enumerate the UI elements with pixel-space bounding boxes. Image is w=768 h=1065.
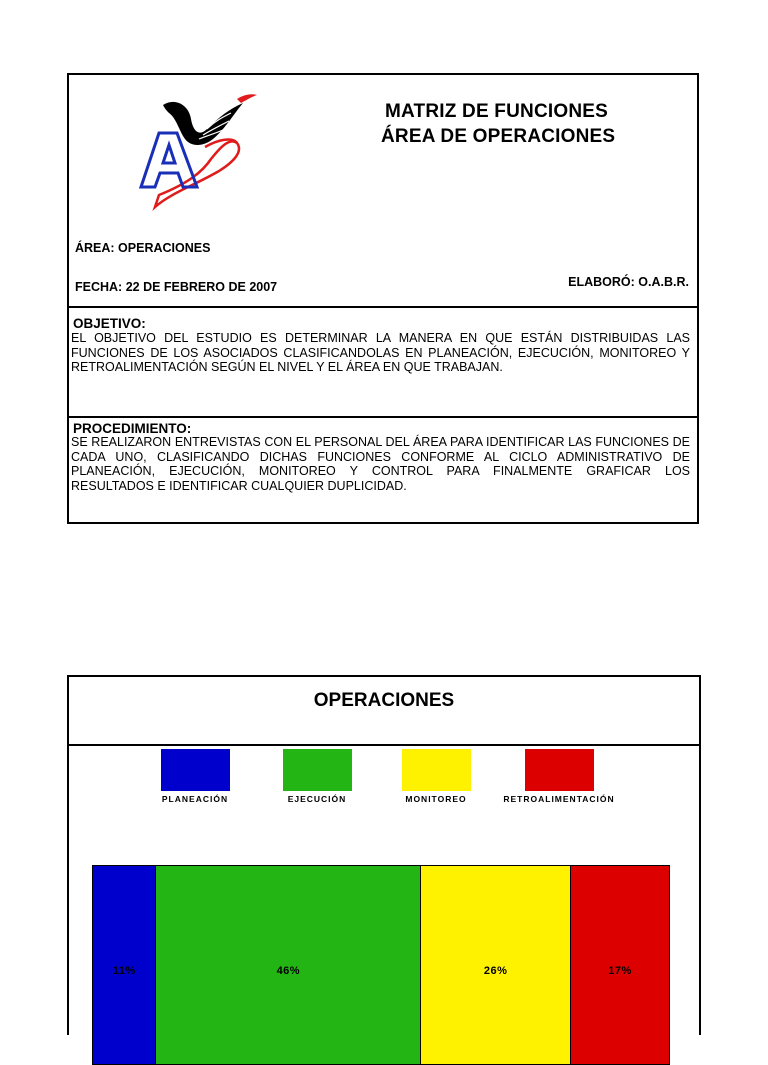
chart-title: OPERACIONES xyxy=(313,690,455,711)
author-field: ELABORÓ: O.A.B.R. xyxy=(568,275,689,289)
chart-title-row xyxy=(69,677,699,746)
bar-segment xyxy=(156,866,421,1064)
objective-text: EL OBJETIVO DEL ESTUDIO ES DETERMINAR LA MANERA EN QUE ESTÁN DISTRIBUIDAS LAS FUNCIONES DE LOS ASOCIADOS CLASIFICANDOLAS EN PLANEACIÓN, EJECUCIÓN, MONITOREO Y RETROALIMENTACIÓN SEGÚN EL NIVEL Y EL ÁREA EN QUE TRABAJAN. xyxy=(71,331,690,374)
chart-box xyxy=(67,675,701,1035)
company-logo xyxy=(133,89,269,217)
procedure-title: PROCEDIMIENTO: xyxy=(73,421,192,436)
procedure-text: SE REALIZARON ENTREVISTAS CON EL PERSONAL DEL ÁREA PARA IDENTIFICAR LAS FUNCIONES DE CADA UNO, CLASIFICANDO DICHAS FUNCIONES CONFORME AL CICLO ADMINISTRATIVO DE PLANEACIÓN, EJECUCIÓN, MONITOREO Y CONTROL PARA FINALMENTE GRAFICAR LOS RESULTADOS E IDENTIFICAR CUALQUIER DUPLICIDAD. xyxy=(71,435,690,493)
legend-label: EJECUCIÓN xyxy=(287,794,347,804)
chart-legend xyxy=(69,749,699,819)
legend-label: RETROALIMENTACIÓN xyxy=(503,794,615,804)
legend-swatch xyxy=(525,749,594,791)
objective-section xyxy=(69,308,697,418)
document-title-line1: MATRIZ DE FUNCIONES xyxy=(385,101,608,122)
legend-swatch xyxy=(402,749,471,791)
bar-data-label: 46% xyxy=(276,965,301,977)
stacked-bar xyxy=(92,865,670,1065)
bar-segment xyxy=(93,866,156,1064)
document-title-line2: ÁREA DE OPERACIONES xyxy=(381,126,616,147)
legend-item xyxy=(125,749,265,804)
area-field: ÁREA: OPERACIONES xyxy=(75,241,211,255)
bar-segment xyxy=(421,866,571,1064)
bar-segment xyxy=(571,866,669,1064)
bar-data-label: 11% xyxy=(112,965,136,977)
legend-label: MONITOREO xyxy=(405,794,467,804)
legend-swatch xyxy=(161,749,230,791)
legend-item xyxy=(366,749,506,804)
legend-swatch xyxy=(283,749,352,791)
legend-item xyxy=(489,749,629,804)
date-field: FECHA: 22 DE FEBRERO DE 2007 xyxy=(75,280,278,294)
info-box xyxy=(67,73,699,524)
header-section xyxy=(69,75,697,308)
objective-title: OBJETIVO: xyxy=(73,316,146,331)
procedure-section xyxy=(69,418,697,524)
bar-data-label: 17% xyxy=(608,965,632,977)
legend-label: PLANEACIÓN xyxy=(161,794,229,804)
bar-data-label: 26% xyxy=(483,965,508,977)
